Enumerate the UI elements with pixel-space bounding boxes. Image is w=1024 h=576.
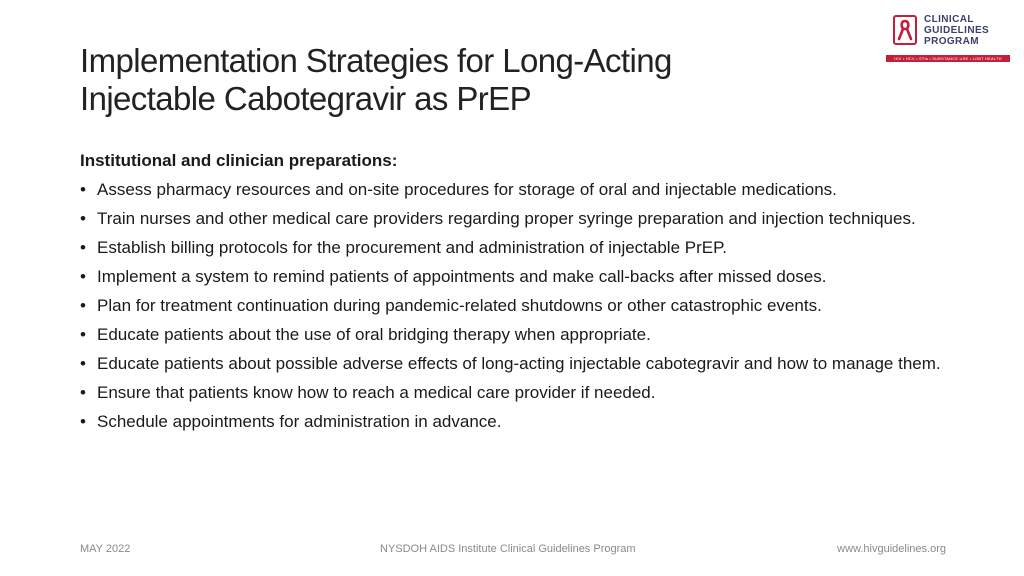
list-item	[80, 268, 960, 286]
slide-title-line-1: Implementation Strategies for Long-Acting	[80, 42, 672, 79]
list-item-text: Educate patients about the use of oral bridging therapy when appropriate.	[97, 325, 651, 344]
red-ribbon-icon	[897, 19, 913, 41]
bullet-list	[80, 181, 960, 431]
slide-title-line-2: Injectable Cabotegravir as PrEP	[80, 80, 531, 117]
bullet-icon: •	[80, 325, 86, 344]
list-item	[80, 297, 960, 315]
list-item-text: Plan for treatment continuation during pandemic-related shutdowns or other catastrophic events.	[97, 296, 822, 315]
logo-line-1: CLINICAL	[924, 14, 974, 25]
bullet-icon: •	[80, 412, 86, 431]
bullet-icon: •	[80, 354, 86, 373]
bullet-icon: •	[80, 180, 86, 199]
logo-line-3: PROGRAM	[924, 36, 980, 47]
logo-line-2: GUIDELINES	[924, 25, 990, 36]
footer-date: MAY 2022	[80, 543, 131, 555]
section-heading: Institutional and clinician preparations:	[80, 151, 398, 170]
logo-wordmark	[924, 14, 989, 47]
list-item	[80, 181, 960, 199]
bullet-icon: •	[80, 383, 86, 402]
bullet-icon: •	[80, 267, 86, 286]
slide-body	[80, 152, 960, 442]
list-item	[80, 210, 960, 228]
list-item	[80, 239, 960, 257]
list-item	[80, 384, 960, 402]
list-item-text: Assess pharmacy resources and on-site procedures for storage of oral and injectable medications.	[97, 180, 837, 199]
logo-tagline: HIV • HCV • STIs • SUBSTANCE USE • LGBT HEALTH	[886, 55, 1010, 62]
list-item	[80, 413, 960, 431]
list-item-text: Ensure that patients know how to reach a medical care provider if needed.	[97, 383, 656, 402]
clinical-guidelines-program-logo	[886, 12, 1010, 64]
list-item-text: Implement a system to remind patients of appointments and make call-backs after missed doses.	[97, 267, 827, 286]
footer-website: www.hivguidelines.org	[837, 543, 946, 555]
bullet-icon: •	[80, 238, 86, 257]
list-item	[80, 326, 960, 344]
bullet-icon: •	[80, 209, 86, 228]
bullet-icon: •	[80, 296, 86, 315]
list-item-text: Educate patients about possible adverse effects of long-acting injectable cabotegravir and how to manage them.	[97, 354, 941, 373]
list-item-text: Train nurses and other medical care providers regarding proper syringe preparation and injection techniques.	[97, 209, 916, 228]
list-item-text: Schedule appointments for administration in advance.	[97, 412, 502, 431]
footer-organization: NYSDOH AIDS Institute Clinical Guidelines Program	[380, 543, 636, 555]
slide-title	[80, 42, 840, 118]
list-item	[80, 355, 960, 373]
list-item-text: Establish billing protocols for the procurement and administration of injectable PrEP.	[97, 238, 727, 257]
